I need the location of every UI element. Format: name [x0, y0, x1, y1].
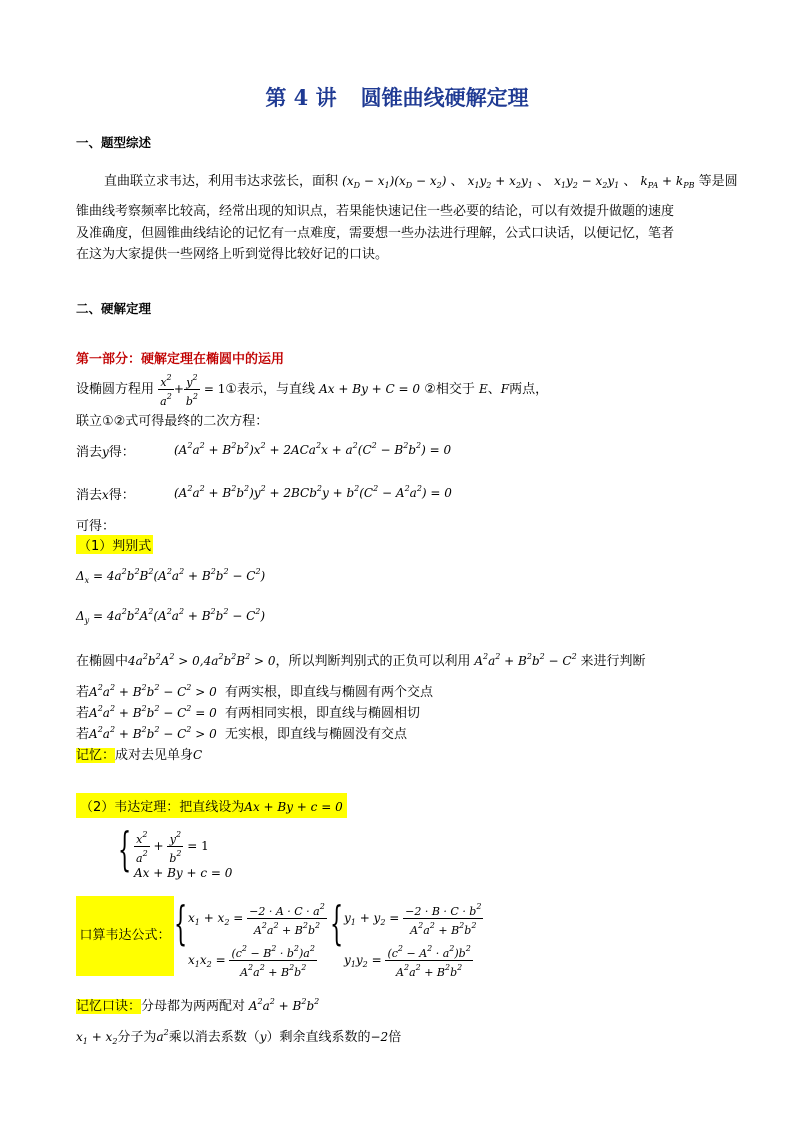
eliminate-y-line: 消去y得： — [76, 445, 135, 460]
discriminant-label: （1）判别式 — [76, 535, 153, 554]
vieta-y-brace: { — [330, 896, 344, 950]
case-two-roots: 若$A^2a^2 + B^2b^2 - C^2 > 0$ 有两实根，即直线与椭圆有两个交点 — [76, 683, 433, 700]
vieta-label: （2）韦达定理：把直线设为Ax + By + c = 0 — [76, 793, 347, 818]
lecture-topic: 圆锥曲线硬解定理 — [360, 85, 529, 110]
part1-heading: 第一部分：硬解定理在椭圆中的运用 — [76, 352, 285, 367]
overview-line-4: 在这为大家提供一些网络上听到觉得比较好记的口诀。 — [76, 247, 389, 262]
discriminant-x: $\Delta_x = 4a^2b^2B^2(A^2a^2 + B^2b^2 - C^2)$ — [76, 567, 266, 585]
section-heading-theorem: 二、硬解定理 — [76, 301, 152, 316]
vieta-x-product: $x_1x_2$ = $\frac{(c^2 - B^2 \cdot b^2)a^2}{A^2a^2 + B^2b^2}$ — [188, 944, 315, 979]
case-tangent: 若$A^2a^2 + B^2b^2 - C^2 = 0$ 有两相同实根，即直线与椭圆相切 — [76, 704, 420, 721]
system-line: Ax + By + c = 0 — [134, 866, 233, 880]
last-line: $x_1 + x_2$分子为$a^2$乘以消去系数（y）剩余直线系数的−2倍 — [76, 1028, 402, 1046]
system-brace: { — [118, 822, 132, 876]
overview-line-3: 及准确度，但圆锥曲线结论的记忆有一点难度，需要想一些办法进行理解，公式口诀话，以便记忆，笔者 — [76, 226, 675, 241]
equation-eliminate-x: $(A^2a^2 + B^2b^2)y^2 + 2BCb^2y + b^2(C^2 - A^2a^2) = 0$ — [174, 484, 452, 500]
overview-line-2: 锥曲线考察频率比较高，经常出现的知识点，若果能快速记住一些必要的结论，可以有效提升做题的速度 — [76, 204, 675, 219]
page-title — [0, 82, 794, 112]
case-no-roots: 若$A^2a^2 + B^2b^2 - C^2 > 0$ 无实根，即直线与椭圆没有交点 — [76, 725, 407, 742]
vieta-y-product: $y_1y_2$ = $\frac{(c^2 - A^2 \cdot a^2)b^2}{A^2a^2 + B^2b^2}$ — [344, 944, 471, 979]
vieta-x-sum: $x_1 + x_2$ = $\frac{-2 \cdot A \cdot C \cdot a^2}{A^2a^2 + B^2b^2}$ — [188, 902, 325, 937]
equation-eliminate-y: $(A^2a^2 + B^2b^2)x^2 + 2ACa^2x + a^2(C^2 - B^2b^2) = 0$ — [174, 441, 452, 457]
setup-line: 设椭圆方程用 $\frac{x^2}{a^2}$ + $\frac{y^2}{b^2}$ = 1①表示，与直线 Ax + By + C = 0 ②相交于 E、F两点， — [76, 373, 549, 408]
system-ellipse: $\frac{x^2}{a^2}$ + $\frac{y^2}{b^2}$ = 1 — [136, 830, 209, 865]
discriminant-y: $\Delta_y = 4a^2b^2A^2(A^2a^2 + B^2b^2 - C^2)$ — [76, 607, 266, 625]
overview-line-1: 直曲联立求韦达，利用韦达求弦长，面积 $(x_D - x_1)(x_D - x_2)$ 、 $x_1y_2 + x_2y_1$ 、 $x_1y_2 - x_2y_1$ 、 $k_{PA} + k_{PB}$ 等是圆 — [104, 174, 738, 190]
kousuan-label: 口算韦达公式： — [76, 896, 174, 976]
then-text: 可得： — [76, 519, 116, 534]
discriminant-note: 在椭圆中$4a^2b^2A^2 > 0,4a^2b^2B^2 > 0$，所以判断判别式的正负可以利用 $A^2a^2 + B^2b^2 - C^2$ 来进行判断 — [76, 652, 646, 669]
eliminate-x-line: 消去x得： — [76, 488, 135, 503]
section-heading-overview: 一、题型综述 — [76, 135, 152, 150]
mnemonic-line: 记忆口诀：分母都为两两配对 $A^2a^2 + B^2b^2$ — [76, 997, 320, 1014]
vieta-x-brace: { — [174, 896, 188, 950]
lecture-number: 第 4 讲 — [265, 85, 337, 110]
memo-line: 记忆：成对去见单身C — [76, 748, 203, 763]
vieta-y-sum: $y_1 + y_2$ = $\frac{-2 \cdot B \cdot C \cdot b^2}{A^2a^2 + B^2b^2}$ — [344, 902, 482, 937]
combine-text: 联立①②式可得最终的二次方程： — [76, 414, 269, 429]
